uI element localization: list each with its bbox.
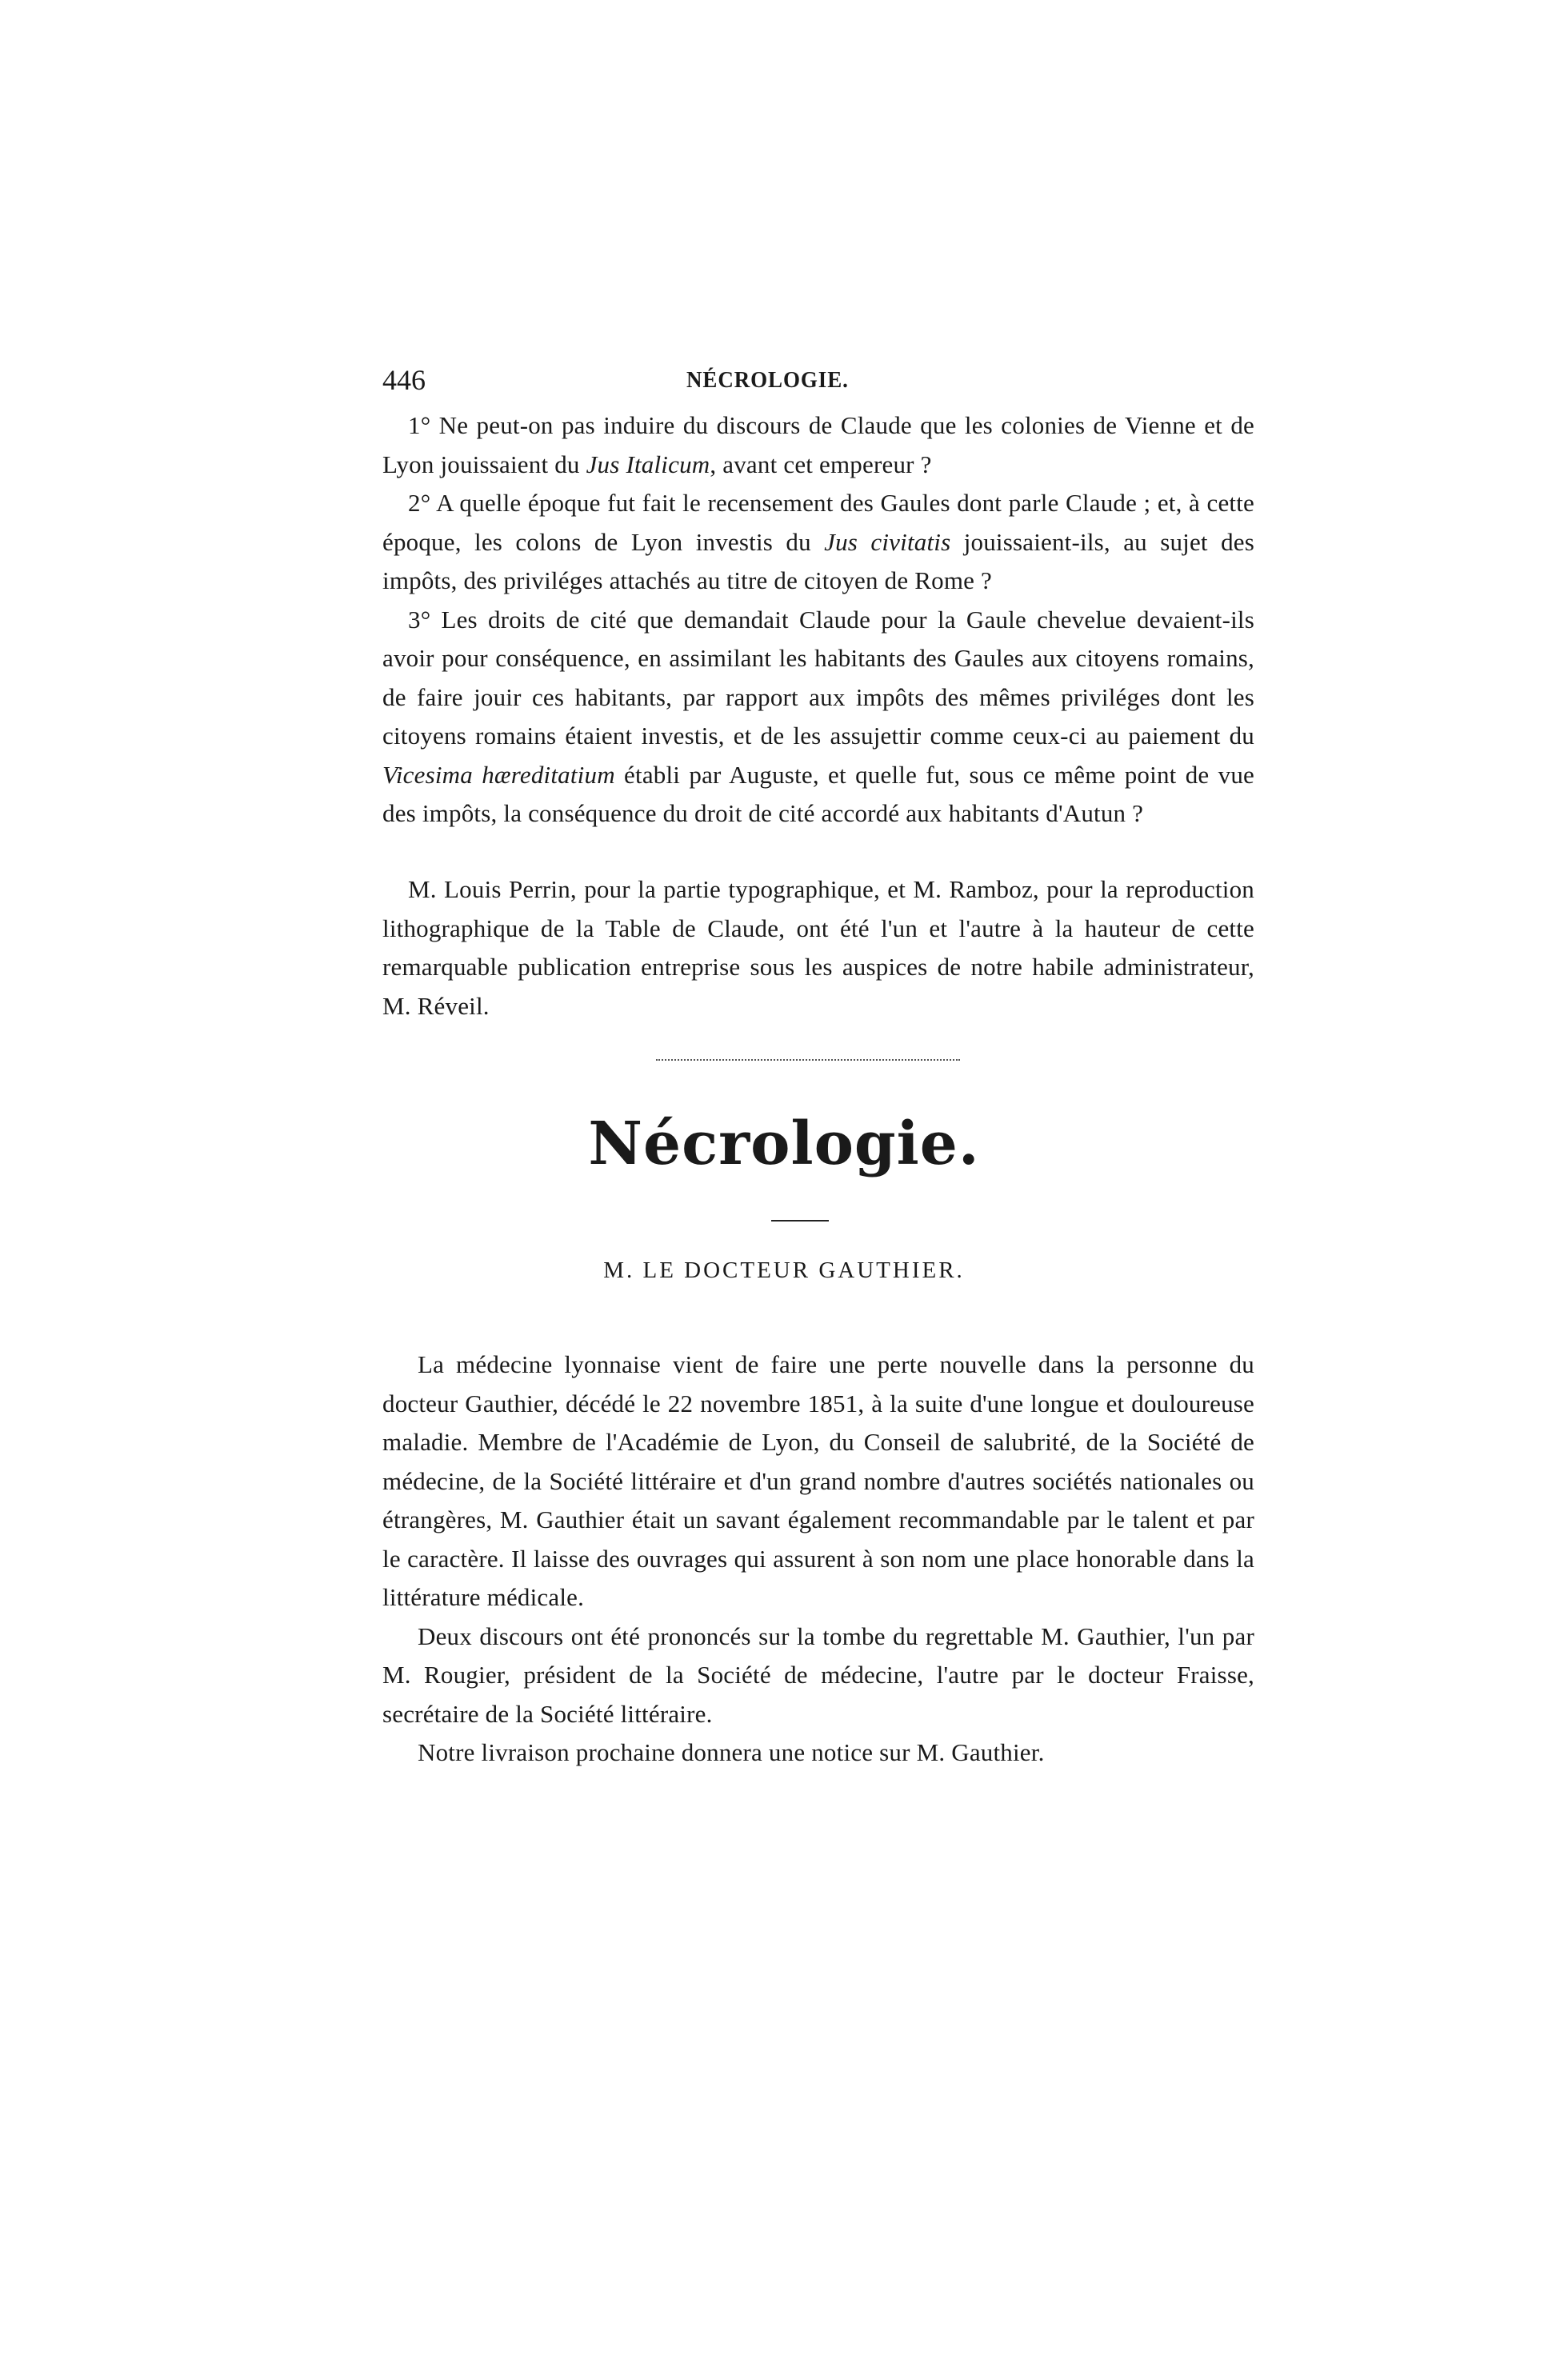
- question-paragraph: [382, 406, 1254, 484]
- obituary-section: [382, 1345, 1254, 1773]
- credits-section: [382, 870, 1254, 1026]
- latin-term: Jus Italicum: [586, 450, 710, 478]
- latin-term: Jus civitatis: [824, 527, 951, 556]
- latin-term: Vicesima hæreditatium: [382, 760, 615, 789]
- obituary-paragraph: Deux discours ont été prononcés sur la tombe du regrettable M. Gauthier, l'un par M. Rougier, président de la Société de médecine, l'autre par le docteur Fraisse, secrétaire de la Société littéraire.: [382, 1621, 1254, 1728]
- question-text: 1° Ne peut-on pas induire du discours de Claude que les colonies de Vienne et de Lyon jouissaient du: [382, 411, 1254, 478]
- obituary-paragraph: Notre livraison prochaine donnera une notice sur M. Gauthier.: [418, 1738, 1045, 1766]
- section-title: Nécrologie.: [588, 1110, 980, 1178]
- title-rule: [771, 1220, 829, 1221]
- question-text: établi par Auguste, et quelle fut, sous ce même point de vue des impôts, la conséquence du droit de cité accordé aux habitants d'Autun ?: [382, 760, 1255, 827]
- page-header: [382, 360, 1254, 400]
- running-head: NÉCROLOGIE.: [686, 367, 849, 393]
- obituary-paragraph: La médecine lyonnaise vient de faire une perte nouvelle dans la personne du docteur Gauthier, décédé le 22 novembre 1851, à la suite d'une longue et douloureuse maladie. Membre de l'Académie de Lyon, du Conseil de salubrité, de la Société de médecine, de la Société littéraire et d'un grand nombre d'autres sociétés nationales ou étrangères, M. Gauthier était un savant également recommandable par le talent et par le caractère. Il laisse des ouvrages qui assurent à son nom une place honorable dans la littérature médicale.: [382, 1350, 1254, 1611]
- question-paragraph: [382, 601, 1254, 834]
- questions-section: [382, 406, 1254, 834]
- question-text: 3° Les droits de cité que demandait Claude pour la Gaule chevelue devaient-ils avoir pour conséquence, en assimilant les habitants des Gaules aux citoyens romains, de faire jouir ces habitants, par rapport aux impôts des mêmes priviléges dont les citoyens romains étaient investis, et de les assujettir comme ceux-ci au paiement du: [382, 605, 1254, 750]
- question-paragraph: [382, 484, 1254, 601]
- question-text: , avant cet empereur ?: [710, 450, 932, 478]
- section-divider: [656, 1059, 960, 1061]
- credits-paragraph: M. Louis Perrin, pour la partie typographique, et M. Ramboz, pour la reproduction lithographique de la Table de Claude, ont été l'un et l'autre à la hauteur de cette remarquable publication entreprise sous les auspices de notre habile administrateur, M. Réveil.: [382, 875, 1254, 1020]
- obituary-subtitle: M. LE DOCTEUR GAUTHIER.: [603, 1257, 965, 1283]
- question-text: jouissaient-ils, au sujet des impôts, des priviléges attachés au titre de citoyen de Rome ?: [382, 527, 1255, 594]
- question-text: 2° A quelle époque fut fait le recensement des Gaules dont parle Claude ; et, à cette époque, les colons de Lyon investis du: [382, 489, 1254, 556]
- page-number: 446: [382, 364, 426, 396]
